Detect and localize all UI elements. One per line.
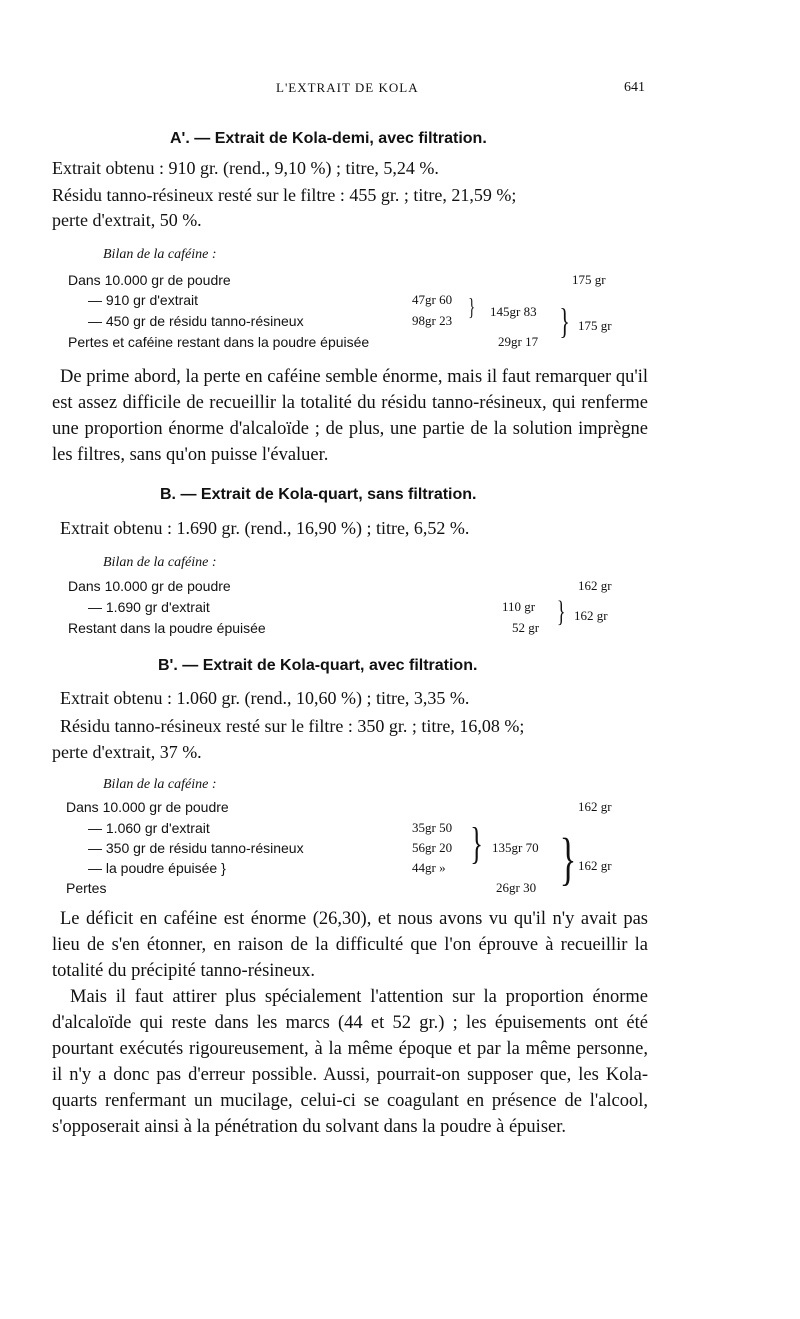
table-row-value: 35gr 50 <box>412 820 453 835</box>
b-prime-line-2: Résidu tanno-résineux resté sur le filtre : 350 gr. ; titre, 16,08 %; <box>60 716 525 736</box>
b-bilan-title: Bilan de la caféine : <box>103 555 217 570</box>
table-row-label: — 910 gr d'extrait <box>88 292 199 308</box>
brace-icon: } <box>559 826 577 891</box>
page-number: 641 <box>624 80 645 95</box>
section-heading-a-prime: A'. — Extrait de Kola-demi, avec filtration. <box>170 130 487 147</box>
brace-icon: } <box>468 295 476 321</box>
paragraph-3: Mais il faut attirer plus spécialement l'attention sur la proportion énorme d'alcaloïde qui reste dans les marcs (44 et 52 gr.) ; les épuisements ont été pourtant exécutés rigoureusement, à la même époque et par la même personne, il n'y a donc pas d'erreur possible. Aussi, pourrait-on supposer que, les Kola-quarts renfermant un mucilage, celui-ci se coagulant en présence de l'alcool, s'opposerait ainsi à la pénétration du solvant dans la poudre à épuiser. <box>52 987 648 1137</box>
paragraph-2: Le déficit en caféine est énorme (26,30), et nous avons vu qu'il n'y avait pas lieu de s'en étonner, en raison de la difficulté que l'on éprouve à recueillir la totalité du précipité tanno-résineux. <box>52 909 648 981</box>
a-prime-line-1: Extrait obtenu : 910 gr. (rend., 9,10 %) ; titre, 5,24 %. <box>52 158 439 178</box>
table-row-value: 56gr 20 <box>412 840 453 855</box>
a-prime-line-2: Résidu tanno-résineux resté sur le filtre : 455 gr. ; titre, 21,59 %; <box>52 185 517 205</box>
table-row-value: 98gr 23 <box>412 313 453 328</box>
table-row-label: — 350 gr de résidu tanno-résineux <box>88 840 304 856</box>
table-row-label: Dans 10.000 gr de poudre <box>66 799 229 815</box>
table-row-value: 47gr 60 <box>412 292 453 307</box>
b-prime-line-3: perte d'extrait, 37 %. <box>52 742 202 762</box>
table-row-label: — 1.060 gr d'extrait <box>88 820 210 836</box>
table-row-total: 162 gr <box>578 799 612 814</box>
table-row-value: 26gr 30 <box>496 880 537 895</box>
b-prime-line-1: Extrait obtenu : 1.060 gr. (rend., 10,60 %) ; titre, 3,35 %. <box>60 688 470 708</box>
table-row-value: 29gr 17 <box>498 334 539 349</box>
a-prime-line-3: perte d'extrait, 50 %. <box>52 210 202 230</box>
table-row-label: — la poudre épuisée } <box>88 860 226 876</box>
paragraph-1: De prime abord, la perte en caféine semble énorme, mais il faut remarquer qu'il est assez difficile de recueillir la totalité du résidu tanno-résineux, qui renferme une proportion énorme d'alcaloïde ; de plus, une partie de la solution imprègne les filtres, sans qu'on puisse l'évaluer. <box>52 367 648 465</box>
table-row-subtotal: 145gr 83 <box>490 304 537 319</box>
section-heading-b: B. — Extrait de Kola-quart, sans filtration. <box>160 486 477 503</box>
b-prime-bilan-title: Bilan de la caféine : <box>103 777 217 792</box>
section-heading-b-prime: B'. — Extrait de Kola-quart, avec filtration. <box>158 657 478 674</box>
table-row-subtotal: 135gr 70 <box>492 840 539 855</box>
table-row-label: Restant dans la poudre épuisée <box>68 620 266 636</box>
table-row-value: 52 gr <box>512 620 540 635</box>
table-row-label: Dans 10.000 gr de poudre <box>68 272 231 288</box>
brace-icon: } <box>556 595 566 628</box>
a-prime-bilan-title: Bilan de la caféine : <box>103 247 217 262</box>
table-row-total: 162 gr <box>574 608 608 623</box>
brace-icon: } <box>470 819 483 868</box>
brace-icon: } <box>559 301 570 341</box>
b-line-1: Extrait obtenu : 1.690 gr. (rend., 16,90 %) ; titre, 6,52 %. <box>60 518 470 538</box>
table-row-total: 175 gr <box>578 318 612 333</box>
table-row-label: Pertes et caféine restant dans la poudre épuisée <box>68 334 370 350</box>
table-row-total: 175 gr <box>572 272 606 287</box>
table-row-value: 44gr » <box>412 860 446 875</box>
running-title: L'EXTRAIT DE KOLA <box>276 80 419 95</box>
table-row-total: 162 gr <box>578 578 612 593</box>
table-row-label: Dans 10.000 gr de poudre <box>68 578 231 594</box>
table-row-label: Pertes <box>66 880 107 896</box>
table-row-value: 110 gr <box>502 599 536 614</box>
table-row-label: — 1.690 gr d'extrait <box>88 599 210 615</box>
table-row-total: 162 gr <box>578 858 612 873</box>
table-row-label: — 450 gr de résidu tanno-résineux <box>88 313 304 329</box>
